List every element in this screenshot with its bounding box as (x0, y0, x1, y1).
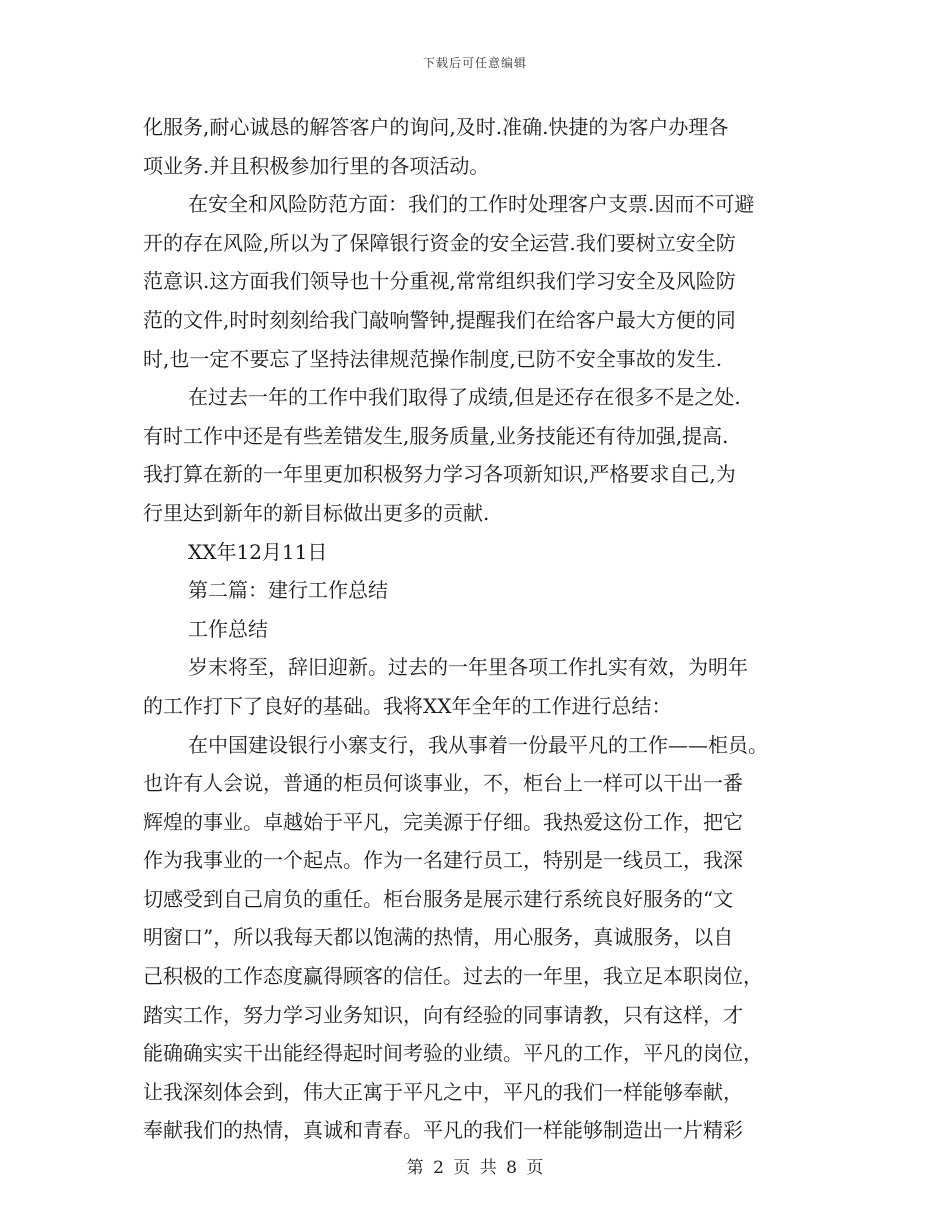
text-line: 项业务.并且积极参加行里的各项活动。 (143, 153, 490, 178)
text-line: 有时工作中还是有些差错发生,服务质量,业务技能还有待加强,提高. (143, 423, 729, 448)
text-line: 岁末将至，辞旧迎新。过去的一年里各项工作扎实有效，为明年 (188, 655, 748, 680)
text-line: 化服务,耐心诚恳的解答客户的询问,及时.准确.快捷的为客户办理各 (143, 115, 729, 139)
text-line: 也许有人会说，普通的柜员何谈事业，不，柜台上一样可以干出一番 (143, 771, 743, 796)
text-line: 范的文件,时时刻刻给我门敲响警钟,提醒我们在给客户最大方便的同 (143, 307, 736, 332)
text-line: 在中国建设银行小寨支行，我从事着一份最平凡的工作——柜员。 (188, 732, 768, 757)
text-line: 工作总结 (188, 616, 268, 641)
text-line: 的工作打下了良好的基础。我将XX年全年的工作进行总结： (143, 693, 672, 718)
text-line: 第二篇：建行工作总结 (188, 578, 388, 603)
text-line: 在安全和风险防范方面：我们的工作时处理客户支票.因而不可避 (188, 192, 755, 217)
text-line: 奉献我们的热情，真诚和青春。平凡的我们一样能够制造出一片精彩 (143, 1118, 743, 1143)
text-line: 己积极的工作态度赢得顾客的信任。过去的一年里，我立足本职岗位， (143, 964, 763, 989)
text-line: 时,也一定不要忘了坚持法律规范操作制度,已防不安全事故的发生. (143, 346, 723, 371)
text-line: 我打算在新的一年里更加积极努力学习各项新知识,严格要求自己,为 (143, 462, 736, 487)
text-line: 行里达到新年的新目标做出更多的贡献. (143, 500, 490, 525)
text-line: 辉煌的事业。卓越始于平凡，完美源于仔细。我热爱这份工作，把它 (143, 809, 743, 834)
text-line: 明窗口”，所以我每天都以饱满的热情，用心服务，真诚服务，以自 (143, 925, 734, 950)
page-header: 下载后可任意编辑 (422, 56, 527, 70)
text-line: 能确确实实干出能经得起时间考验的业绩。平凡的工作，平凡的岗位， (143, 1041, 763, 1066)
page-footer: 第 2 页 共 8 页 (406, 1158, 544, 1178)
text-line: 在过去一年的工作中我们取得了成绩,但是还存在很多不是之处. (188, 385, 741, 410)
text-line: 切感受到自己肩负的重任。柜台服务是展示建行系统良好服务的“文 (143, 886, 734, 911)
text-line: 让我深刻体会到，伟大正寓于平凡之中，平凡的我们一样能够奉献， (143, 1079, 743, 1104)
text-line: XX年12月11日 (188, 539, 328, 564)
document-body (143, 108, 803, 1150)
text-line: 作为我事业的一个起点。作为一名建行员工，特别是一线员工，我深 (143, 848, 743, 873)
text-line: 开的存在风险,所以为了保障银行资金的安全运营.我们要树立安全防 (143, 230, 736, 255)
text-line: 范意识.这方面我们领导也十分重视,常常组织我们学习安全及风险防 (143, 269, 736, 294)
text-line: 踏实工作，努力学习业务知识，向有经验的同事请教，只有这样，才 (143, 1002, 743, 1027)
